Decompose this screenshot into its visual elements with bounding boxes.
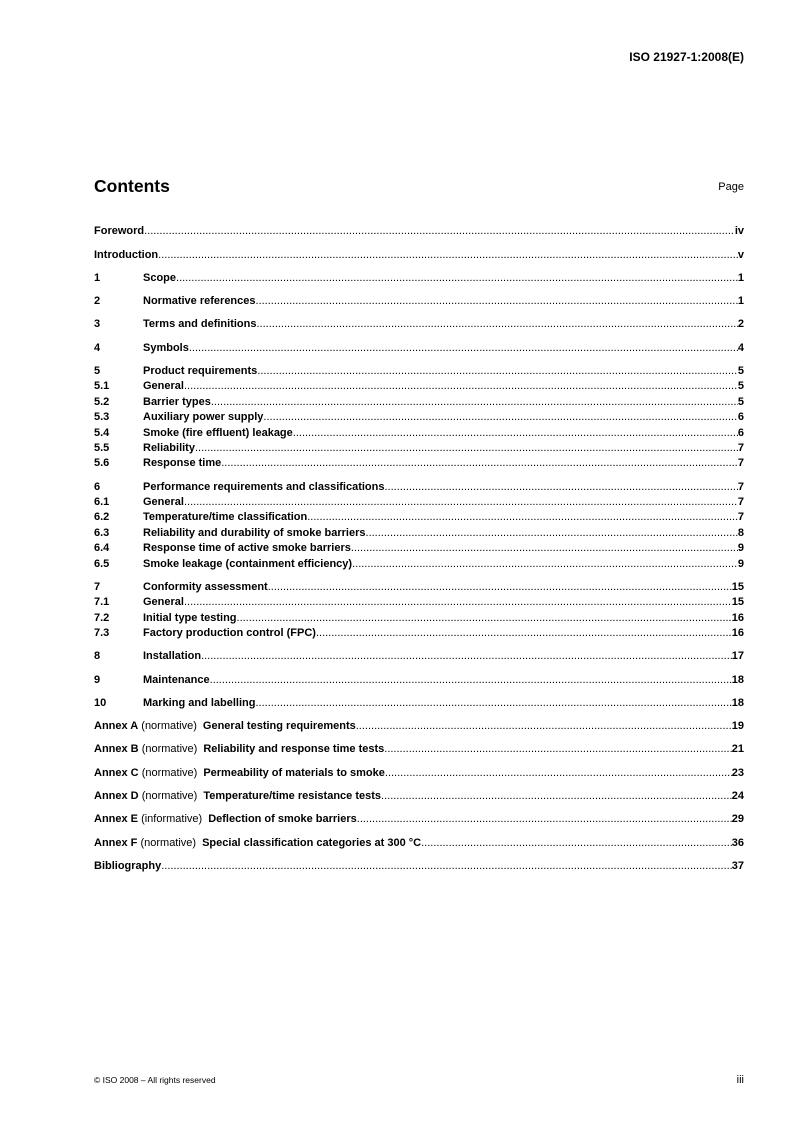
toc-annex-entry bbox=[94, 742, 744, 757]
toc-entry-page: 7 bbox=[737, 480, 744, 493]
dot-leader bbox=[211, 395, 738, 410]
toc-entry-page: 1 bbox=[737, 295, 744, 308]
toc-entry-number: 6 bbox=[94, 480, 101, 493]
toc-entry-number: 7.1 bbox=[94, 596, 110, 609]
toc-entry-title: Maintenance bbox=[143, 673, 210, 686]
toc-entry bbox=[94, 611, 744, 626]
dot-leader bbox=[144, 224, 735, 239]
toc-entry-title: Conformity assessment bbox=[143, 580, 268, 593]
toc-entry-number: 4 bbox=[94, 341, 101, 354]
toc-entry-title: Product requirements bbox=[143, 364, 258, 377]
toc-entry bbox=[94, 595, 744, 610]
toc-entry-number: 6.5 bbox=[94, 557, 110, 570]
toc-entry-page: 9 bbox=[737, 542, 744, 555]
annex-type: (normative) bbox=[141, 789, 198, 802]
annex-label: Annex B bbox=[94, 743, 139, 756]
toc-entry bbox=[94, 456, 744, 471]
toc-entry bbox=[94, 395, 744, 410]
document-id: ISO 21927-1:2008(E) bbox=[629, 50, 744, 64]
dot-leader bbox=[356, 719, 732, 734]
dot-leader bbox=[256, 317, 737, 332]
toc-entry-title: Response time of active smoke barriers bbox=[143, 542, 351, 555]
dot-leader bbox=[176, 271, 738, 286]
toc-entry-title: Normative references bbox=[143, 295, 256, 308]
toc-entry-number: 5.2 bbox=[94, 395, 110, 408]
dot-leader bbox=[384, 742, 731, 757]
toc-entry-page: 9 bbox=[737, 557, 744, 570]
toc-entry-title: General bbox=[143, 596, 184, 609]
dot-leader bbox=[184, 595, 732, 610]
toc-entry-number: 6.3 bbox=[94, 526, 110, 539]
toc-entry-title: Bibliography bbox=[94, 859, 162, 872]
annex-type: (normative) bbox=[141, 743, 198, 756]
toc-entry-number: 5 bbox=[94, 364, 101, 377]
copyright-notice: © ISO 2008 – All rights reserved bbox=[94, 1075, 216, 1085]
toc-entry-number: 5.3 bbox=[94, 411, 110, 424]
annex-type: (normative) bbox=[141, 766, 198, 779]
toc-entry-number: 7.2 bbox=[94, 611, 110, 624]
toc-entry-page: 17 bbox=[731, 650, 744, 663]
toc-entry-title: Marking and labelling bbox=[143, 696, 256, 709]
dot-leader bbox=[195, 441, 738, 456]
toc-entry-title: Barrier types bbox=[143, 395, 211, 408]
toc-entry bbox=[94, 364, 744, 379]
toc-entry-number: 5.6 bbox=[94, 457, 110, 470]
toc-entry-number: 6.4 bbox=[94, 542, 110, 555]
toc-entry bbox=[94, 426, 744, 441]
toc-entry bbox=[94, 441, 744, 456]
toc-entry-number: 3 bbox=[94, 318, 101, 331]
toc-entry-page: 7 bbox=[737, 511, 744, 524]
toc-entry-title: Initial type testing bbox=[143, 611, 237, 624]
annex-title: Deflection of smoke barriers bbox=[208, 813, 357, 826]
dot-leader bbox=[237, 611, 732, 626]
toc-entry-title: Smoke leakage (containment efficiency) bbox=[143, 557, 353, 570]
toc-entry-page: 19 bbox=[731, 720, 744, 733]
annex-title: Temperature/time resistance tests bbox=[203, 789, 382, 802]
dot-leader bbox=[293, 426, 738, 441]
toc-entry-title: Foreword bbox=[94, 225, 145, 238]
toc-entry bbox=[94, 580, 744, 595]
dot-leader bbox=[158, 248, 738, 263]
toc-entry-number: 6.2 bbox=[94, 511, 110, 524]
dot-leader bbox=[255, 696, 731, 711]
dot-leader bbox=[184, 379, 738, 394]
toc-annex-entry bbox=[94, 836, 744, 851]
toc-annex-entry bbox=[94, 812, 744, 827]
toc-entry-page: 29 bbox=[731, 813, 744, 826]
toc-entry-title: Response time bbox=[143, 457, 222, 470]
toc-entry-title: Installation bbox=[143, 650, 202, 663]
annex-type: (informative) bbox=[141, 813, 203, 826]
annex-title: Permeability of materials to smoke bbox=[203, 766, 385, 779]
toc-entry-page: 24 bbox=[731, 789, 744, 802]
dot-leader bbox=[161, 859, 732, 874]
toc-entry-page: 36 bbox=[731, 836, 744, 849]
toc-entry-number: 6.1 bbox=[94, 496, 110, 508]
annex-label: Annex E bbox=[94, 813, 139, 826]
dot-leader bbox=[256, 294, 738, 309]
toc-entry-page: 6 bbox=[737, 411, 744, 424]
toc-entry-title: Temperature/time classification bbox=[143, 511, 308, 524]
toc-entry-title: General bbox=[143, 496, 184, 508]
annex-title: Special classification categories at 300 °C bbox=[202, 836, 422, 849]
toc-entry-page: 16 bbox=[731, 611, 744, 624]
page-column-label: Page bbox=[718, 181, 744, 193]
toc-entry bbox=[94, 271, 744, 286]
toc-entry-title: Terms and definitions bbox=[143, 318, 257, 331]
toc-entry-number: 10 bbox=[94, 696, 107, 709]
toc-entry-title: General bbox=[143, 380, 184, 393]
toc-entry-number: 8 bbox=[94, 650, 101, 663]
toc-entry-page: 6 bbox=[737, 426, 744, 439]
toc-entry-page: 37 bbox=[731, 859, 744, 872]
dot-leader bbox=[421, 836, 732, 851]
dot-leader bbox=[263, 410, 737, 425]
toc-entry-title: Auxiliary power supply bbox=[143, 411, 264, 424]
toc-entry-page: 5 bbox=[737, 364, 744, 377]
dot-leader bbox=[307, 510, 738, 525]
toc-entry-page: 15 bbox=[731, 596, 744, 609]
toc-entry-page: 1 bbox=[737, 271, 744, 284]
dot-leader bbox=[189, 341, 738, 356]
dot-leader bbox=[268, 580, 732, 595]
dot-leader bbox=[384, 480, 737, 495]
toc-entry-page: 5 bbox=[737, 380, 744, 393]
annex-title: General testing requirements bbox=[202, 720, 356, 733]
annex-label: Annex F bbox=[94, 836, 138, 849]
contents-heading: Contents bbox=[94, 176, 170, 196]
toc-entry-title: Smoke (fire effluent) leakage bbox=[143, 426, 293, 439]
dot-leader bbox=[184, 495, 738, 510]
toc-entry bbox=[94, 626, 744, 641]
toc-entry bbox=[94, 557, 744, 572]
toc-entry-number: 5.4 bbox=[94, 426, 110, 439]
toc-entry bbox=[94, 317, 744, 332]
toc-entry-number: 1 bbox=[94, 271, 101, 284]
toc-entry-number: 9 bbox=[94, 673, 101, 686]
toc-entry-page: 7 bbox=[737, 457, 744, 470]
dot-leader bbox=[221, 456, 738, 471]
annex-label: Annex D bbox=[94, 789, 139, 802]
annex-label: Annex A bbox=[94, 720, 139, 733]
toc-entry bbox=[94, 649, 744, 664]
toc-entry bbox=[94, 510, 744, 525]
toc-entry-page: 4 bbox=[737, 341, 744, 354]
annex-title: Reliability and response time tests bbox=[203, 743, 385, 756]
annex-type: (normative) bbox=[141, 720, 197, 733]
table-of-contents bbox=[94, 224, 744, 874]
dot-leader bbox=[352, 557, 738, 572]
toc-entry bbox=[94, 341, 744, 356]
toc-entry-title: Introduction bbox=[94, 248, 159, 261]
toc-entry-page: 18 bbox=[731, 696, 744, 709]
toc-entry-number: 5.1 bbox=[94, 380, 110, 393]
toc-entry-page: 5 bbox=[737, 395, 744, 408]
toc-entry-page: 23 bbox=[731, 766, 744, 779]
toc-annex-entry bbox=[94, 766, 744, 781]
toc-annex-entry bbox=[94, 719, 744, 734]
toc-entry bbox=[94, 294, 744, 309]
toc-entry-title: Reliability bbox=[143, 441, 195, 454]
toc-entry-title: Scope bbox=[143, 271, 177, 284]
toc-entry-page: 16 bbox=[731, 627, 744, 640]
toc-entry-number: 7 bbox=[94, 580, 101, 593]
toc-entry bbox=[94, 410, 744, 425]
toc-entry-number: 7.3 bbox=[94, 627, 110, 640]
dot-leader bbox=[257, 364, 738, 379]
toc-entry-title: Symbols bbox=[143, 341, 189, 354]
toc-entry-page: 8 bbox=[737, 526, 744, 539]
annex-type: (normative) bbox=[140, 836, 197, 849]
dot-leader bbox=[316, 626, 732, 641]
toc-entry-title: Factory production control (FPC) bbox=[143, 627, 316, 640]
toc-entry-page: 7 bbox=[737, 441, 744, 454]
dot-leader bbox=[366, 526, 738, 541]
toc-entry-number: 5.5 bbox=[94, 441, 110, 454]
toc-entry bbox=[94, 696, 744, 711]
toc-entry bbox=[94, 673, 744, 688]
toc-entry bbox=[94, 526, 744, 541]
toc-entry bbox=[94, 495, 744, 510]
page-number: iii bbox=[736, 1074, 744, 1086]
toc-entry-number: 2 bbox=[94, 295, 101, 308]
toc-entry bbox=[94, 541, 744, 556]
dot-leader bbox=[210, 673, 732, 688]
toc-entry-page: v bbox=[737, 248, 744, 261]
toc-entry-page: 7 bbox=[737, 496, 744, 508]
dot-leader bbox=[201, 649, 732, 664]
toc-entry-page: 2 bbox=[737, 318, 744, 331]
toc-entry-page: 18 bbox=[731, 673, 744, 686]
annex-label: Annex C bbox=[94, 766, 139, 779]
toc-entry-foreword bbox=[94, 224, 744, 239]
toc-entry-bibliography bbox=[94, 859, 744, 874]
toc-entry bbox=[94, 480, 744, 495]
dot-leader bbox=[385, 766, 732, 781]
toc-entry-page: 15 bbox=[731, 580, 744, 593]
dot-leader bbox=[381, 789, 732, 804]
toc-entry bbox=[94, 379, 744, 394]
toc-entry-introduction bbox=[94, 248, 744, 263]
toc-annex-entry bbox=[94, 789, 744, 804]
dot-leader bbox=[351, 541, 738, 556]
toc-entry-title: Reliability and durability of smoke barriers bbox=[143, 526, 366, 539]
dot-leader bbox=[357, 812, 732, 827]
toc-entry-title: Performance requirements and classifications bbox=[143, 480, 385, 493]
toc-entry-page: 21 bbox=[731, 743, 744, 756]
toc-entry-page: iv bbox=[734, 225, 744, 238]
